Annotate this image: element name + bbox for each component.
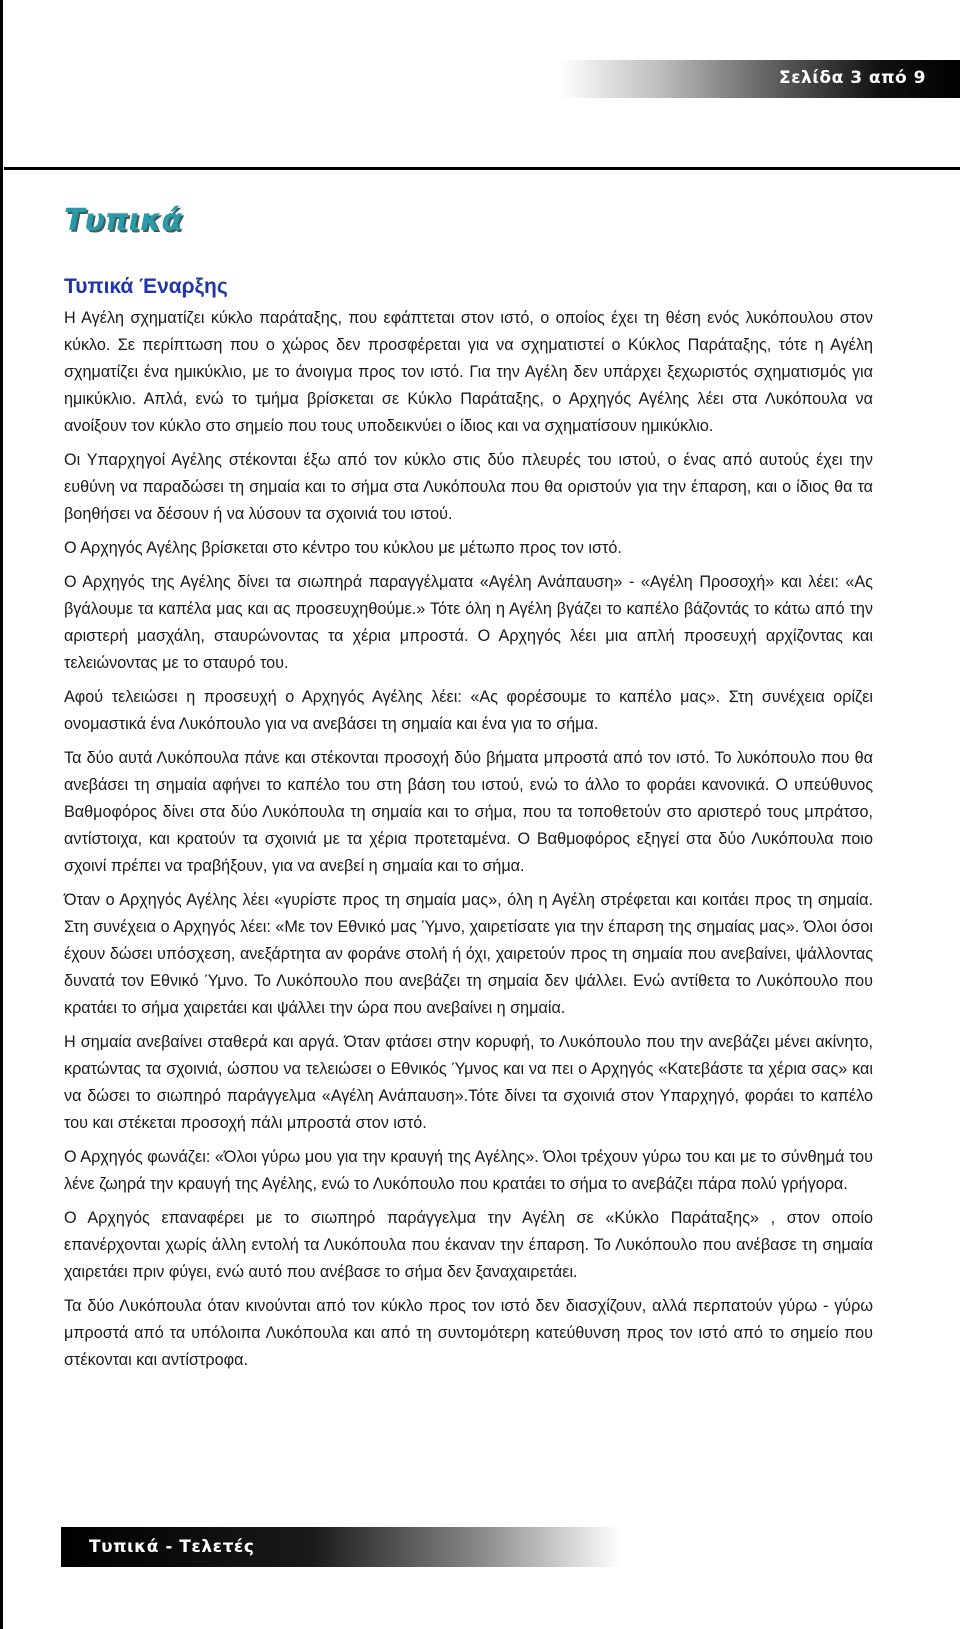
page-number: Σελίδα 3 από 9 — [778, 68, 926, 88]
paragraph: Ο Αρχηγός της Αγέλης δίνει τα σιωπηρά παραγγέλματα «Αγέλη Ανάπαυση» - «Αγέλη Προσοχή» και λέει: «Ας βγάλουμε τα καπέλα μας και ας προσευχηθούμε.» Τότε όλη η Αγέλη βγάζει το καπέλο βάζοντάς το κάτω από την αριστερή μασχάλη, σταυρώνοντας τα χέρια μπροστά. Ο Αρχηγός λέει μια απλή προσευχή αρχίζοντας και τελειώνοντας με το σταυρό του. — [64, 573, 873, 672]
page-header-bar — [560, 60, 960, 98]
paragraph: Όταν ο Αρχηγός Αγέλης λέει «γυρίστε προς τη σημαία μας», όλη η Αγέλη στρέφεται και κοιτάει προς τη σημαία. Στη συνέχεια ο Αρχηγός λέει: «Με τον Εθνικό μας Ύμνο, χαιρετίσατε για την έπαρση της σημαίας μας». Όλοι όσοι έχουν δώσει υπόσχεση, ανεξάρτητα αν φοράνε στολή ή όχι, χαιρετούν προς τη σημαία που ανεβαίνει, ψάλλοντας δυνατά τον Εθνικό Ύμνο. Το Λυκόπουλο που ανεβάζει τη σημαία δεν ψάλλει. Ενώ αντίθετα το Λυκόπουλο που κρατάει το σήμα χαιρετάει και ψάλλει την ώρα που ανεβαίνει η σημαία. — [64, 891, 873, 1017]
paragraph: Ο Αρχηγός επαναφέρει με το σιωπηρό παράγγελμα την Αγέλη σε «Κύκλο Παράταξης» , στον οποίο επανέρχονται χωρίς άλλη εντολή τα Λυκόπουλα που έκαναν την έπαρση. Το Λυκόπουλο που ανέβασε τη σημαία χαιρετάει πριν φύγει, ενώ αυτό που ανέβασε το σήμα δεν ξαναχαιρετάει. — [64, 1209, 873, 1281]
paragraph: Ο Αρχηγός φωνάζει: «Όλοι γύρω μου για την κραυγή της Αγέλης». Όλοι τρέχουν γύρω του και με το σύνθημά του λένε ζωηρά την κραυγή της Αγέλης, ενώ το Λυκόπουλο που κρατάει το σήμα το ανεβάζει πάρα πολύ γρήγορα. — [64, 1148, 873, 1193]
paragraph: Τα δύο Λυκόπουλα όταν κινούνται από τον κύκλο προς τον ιστό δεν διασχίζουν, αλλά περπατούν γύρω - γύρω μπροστά από τα υπόλοιπα Λυκόπουλα και από τη συντομότερη κατεύθυνση προς τον ιστό από το σημείο που στέκονται και αντίστροφα. — [64, 1297, 873, 1369]
paragraph: Η σημαία ανεβαίνει σταθερά και αργά. Όταν φτάσει στην κορυφή, το Λυκόπουλο που την ανεβάζει μένει ακίνητο, κρατώντας τα σχοινιά, ώσπου να τελειώσει ο Εθνικός Ύμνος και να πει ο Αρχηγός «Κατεβάστε τα χέρια σας» και να δώσει το σιωπηρό παράγγελμα «Αγέλη Ανάπαυση».Τότε δίνει τα σχοινιά στον Υπαρχηγό, φοράει το καπέλο του και στέκεται προσοχή πάλι μπροστά στον ιστό. — [64, 1033, 873, 1132]
chapter-title: Τυπικά — [64, 203, 183, 238]
page-left-border — [0, 0, 3, 1629]
section-title: Τυπικά Έναρξης — [64, 275, 228, 298]
paragraph: Η Αγέλη σχηματίζει κύκλο παράταξης, που εφάπτεται στον ιστό, ο οποίος έχει τη θέση ενός λυκόπουλου στον κύκλο. Σε περίπτωση που ο χώρος δεν προσφέρεται για να σχηματιστεί ο Κύκλος Παράταξης, τότε η Αγέλη σχηματίζει ένα ημικύκλιο, με το άνοιγμα προς τον ιστό. Για την Αγέλη δεν υπάρχει ξεχωριστός σχηματισμός για ημικύκλιο. Απλά, ενώ το τμήμα βρίσκεται σε Κύκλο Παράταξης, ο Αρχηγός Αγέλης λέει στα Λυκόπουλα να ανοίξουν τον κύκλο στο σημείο που τους υποδεικνύει ο ίδιος και να σχηματίσουν ημικύκλιο. — [64, 309, 873, 435]
body-text — [64, 305, 873, 1381]
paragraph: Τα δύο αυτά Λυκόπουλα πάνε και στέκονται προσοχή δύο βήματα μπροστά από τον ιστό. Το λυκόπουλο που θα ανεβάσει τη σημαία αφήνει το καπέλο του στη βάση του ιστού, ενώ το άλλο το φοράει κανονικά. Ο υπεύθυνος Βαθμοφόρος δίνει στα δύο Λυκόπουλα τη σημαία και το σήμα, που τα τοποθετούν στο αριστερό τους μπράτσο, αντίστοιχα, και κρατούν τα σχοινιά με τα χέρια προτεταμένα. Ο Βαθμοφόρος εξηγεί στα δύο Λυκόπουλα ποιο σχοινί πρέπει να τραβήξουν, για να ανεβεί η σημαία και το σήμα. — [64, 749, 873, 875]
paragraph: Ο Αρχηγός Αγέλης βρίσκεται στο κέντρο του κύκλου με μέτωπο προς τον ιστό. — [64, 539, 622, 557]
paragraph: Οι Υπαρχηγοί Αγέλης στέκονται έξω από τον κύκλο στις δύο πλευρές του ιστού, ο ένας από αυτούς έχει την ευθύνη να παραδώσει τη σημαία και το σήμα στα Λυκόπουλα που θα οριστούν για την έπαρση, και ο ίδιος θα τα βοηθήσει να δέσουν ή να λύσουν τα σχοινιά του ιστού. — [64, 451, 873, 523]
header-divider — [4, 167, 960, 170]
paragraph: Αφού τελειώσει η προσευχή ο Αρχηγός Αγέλης λέει: «Ας φορέσουμε το καπέλο μας». Στη συνέχεια ορίζει ονομαστικά ένα Λυκόπουλο για να ανεβάσει τη σημαία και ένα για το σήμα. — [64, 688, 873, 733]
page-footer-bar — [61, 1527, 621, 1567]
footer-label: Τυπικά - Τελετές — [89, 1537, 255, 1557]
